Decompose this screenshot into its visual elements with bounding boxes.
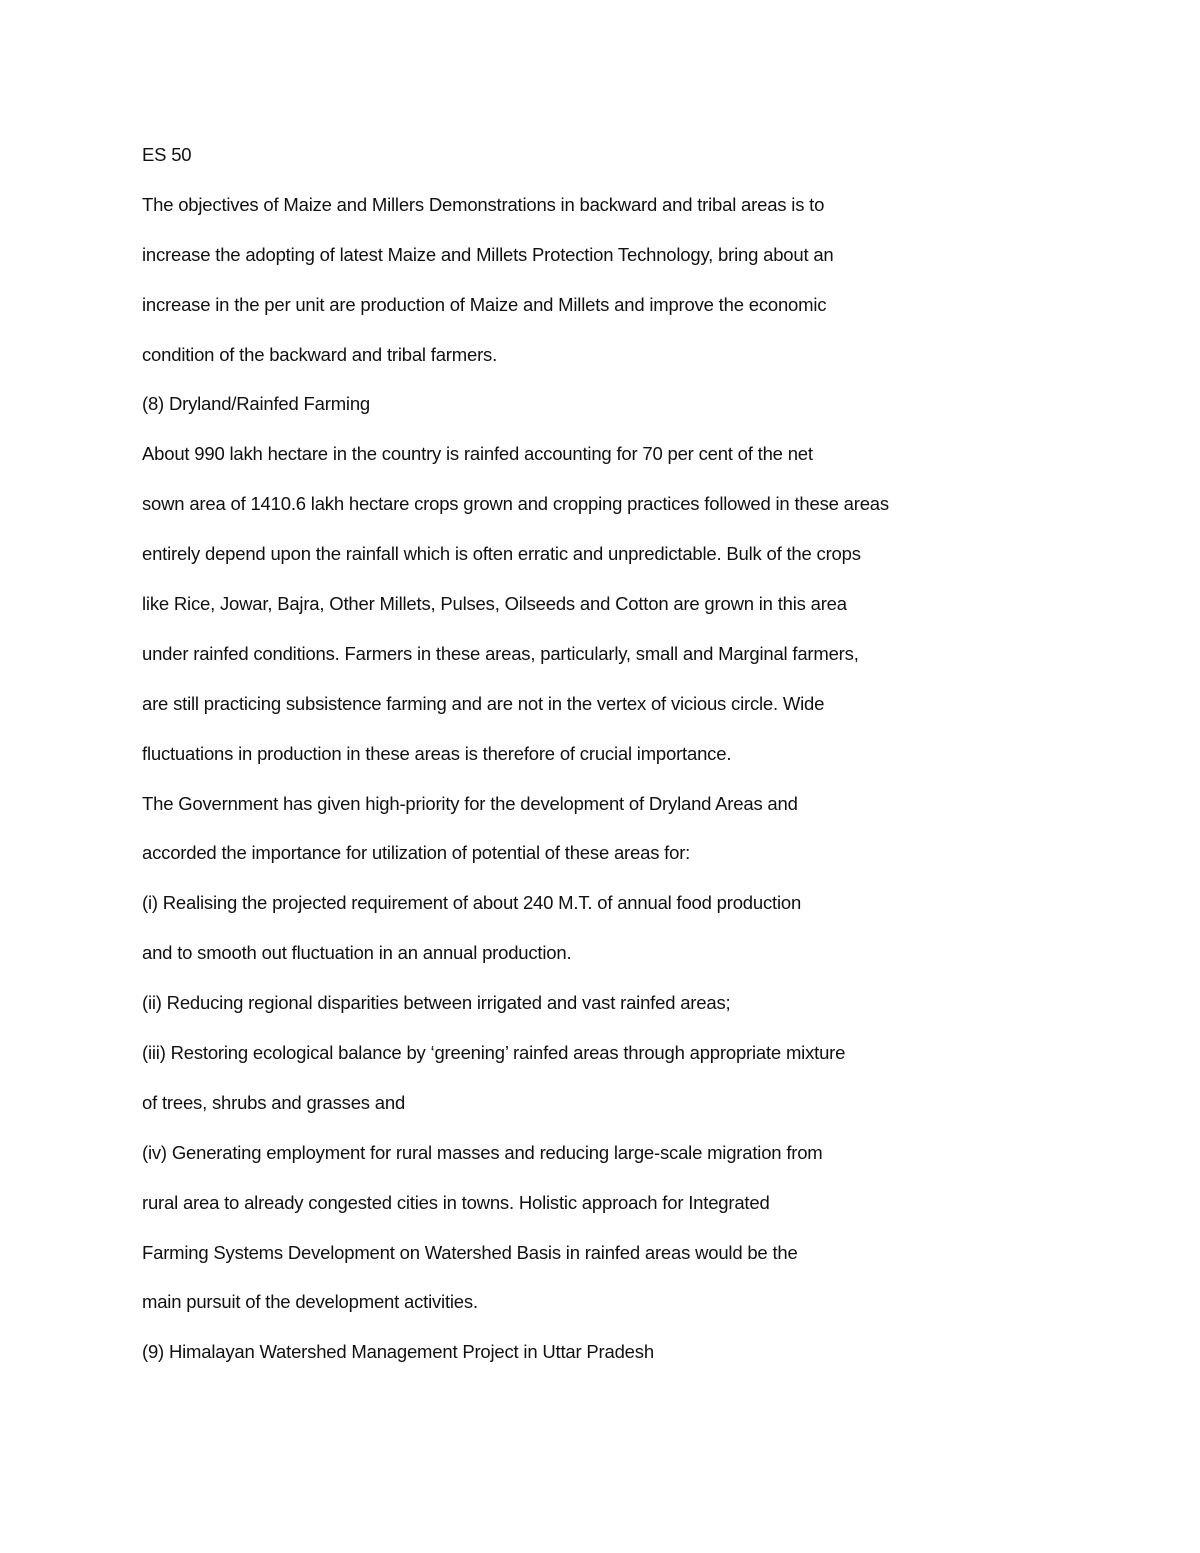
text-line: Farming Systems Development on Watershed Basis in rainfed areas would be the [142,1241,798,1263]
list-item-line: (ii) Reducing regional disparities between irrigated and vast rainfed areas; [142,992,731,1014]
text-line: fluctuations in production in these areas is therefore of crucial importance. [142,742,732,764]
text-line: accorded the importance for utilization of potential of these areas for: [142,842,691,864]
text-line: sown area of 1410.6 lakh hectare crops grown and cropping practices followed in these areas [142,493,889,515]
text-line: entirely depend upon the rainfall which is often erratic and unpredictable. Bulk of the crops [142,543,861,565]
list-item-line: (i) Realising the projected requirement of about 240 M.T. of annual food production [142,892,802,914]
text-line: condition of the backward and tribal farmers. [142,343,498,365]
document-body [142,142,1142,1389]
list-item-line: (iii) Restoring ecological balance by ‘greening’ rainfed areas through appropriate mixture [142,1042,846,1064]
text-line: of trees, shrubs and grasses and [142,1091,406,1113]
text-line: rural area to already congested cities in towns. Holistic approach for Integrated [142,1191,770,1213]
section-heading: (8) Dryland/Rainfed Farming [142,393,370,415]
list-item-line: (iv) Generating employment for rural masses and reducing large-scale migration from [142,1141,823,1163]
text-line: under rainfed conditions. Farmers in these areas, particularly, small and Marginal farmers, [142,642,859,664]
text-line: increase in the per unit are production of Maize and Millets and improve the economic [142,293,827,315]
text-line: The objectives of Maize and Millers Demonstrations in backward and tribal areas is to [142,193,825,215]
text-line: About 990 lakh hectare in the country is rainfed accounting for 70 per cent of the net [142,443,813,465]
text-line: The Government has given high-priority for the development of Dryland Areas and [142,792,798,814]
text-line: are still practicing subsistence farming and are not in the vertex of vicious circle. Wide [142,692,825,714]
text-line: and to smooth out fluctuation in an annual production. [142,942,572,964]
text-line: main pursuit of the development activities. [142,1291,478,1313]
text-line: like Rice, Jowar, Bajra, Other Millets, Pulses, Oilseeds and Cotton are grown in this area [142,593,847,615]
section-heading: (9) Himalayan Watershed Management Project in Uttar Pradesh [142,1341,654,1363]
document-heading: ES 50 [142,144,192,165]
text-line: increase the adopting of latest Maize and Millets Protection Technology, bring about an [142,243,834,265]
